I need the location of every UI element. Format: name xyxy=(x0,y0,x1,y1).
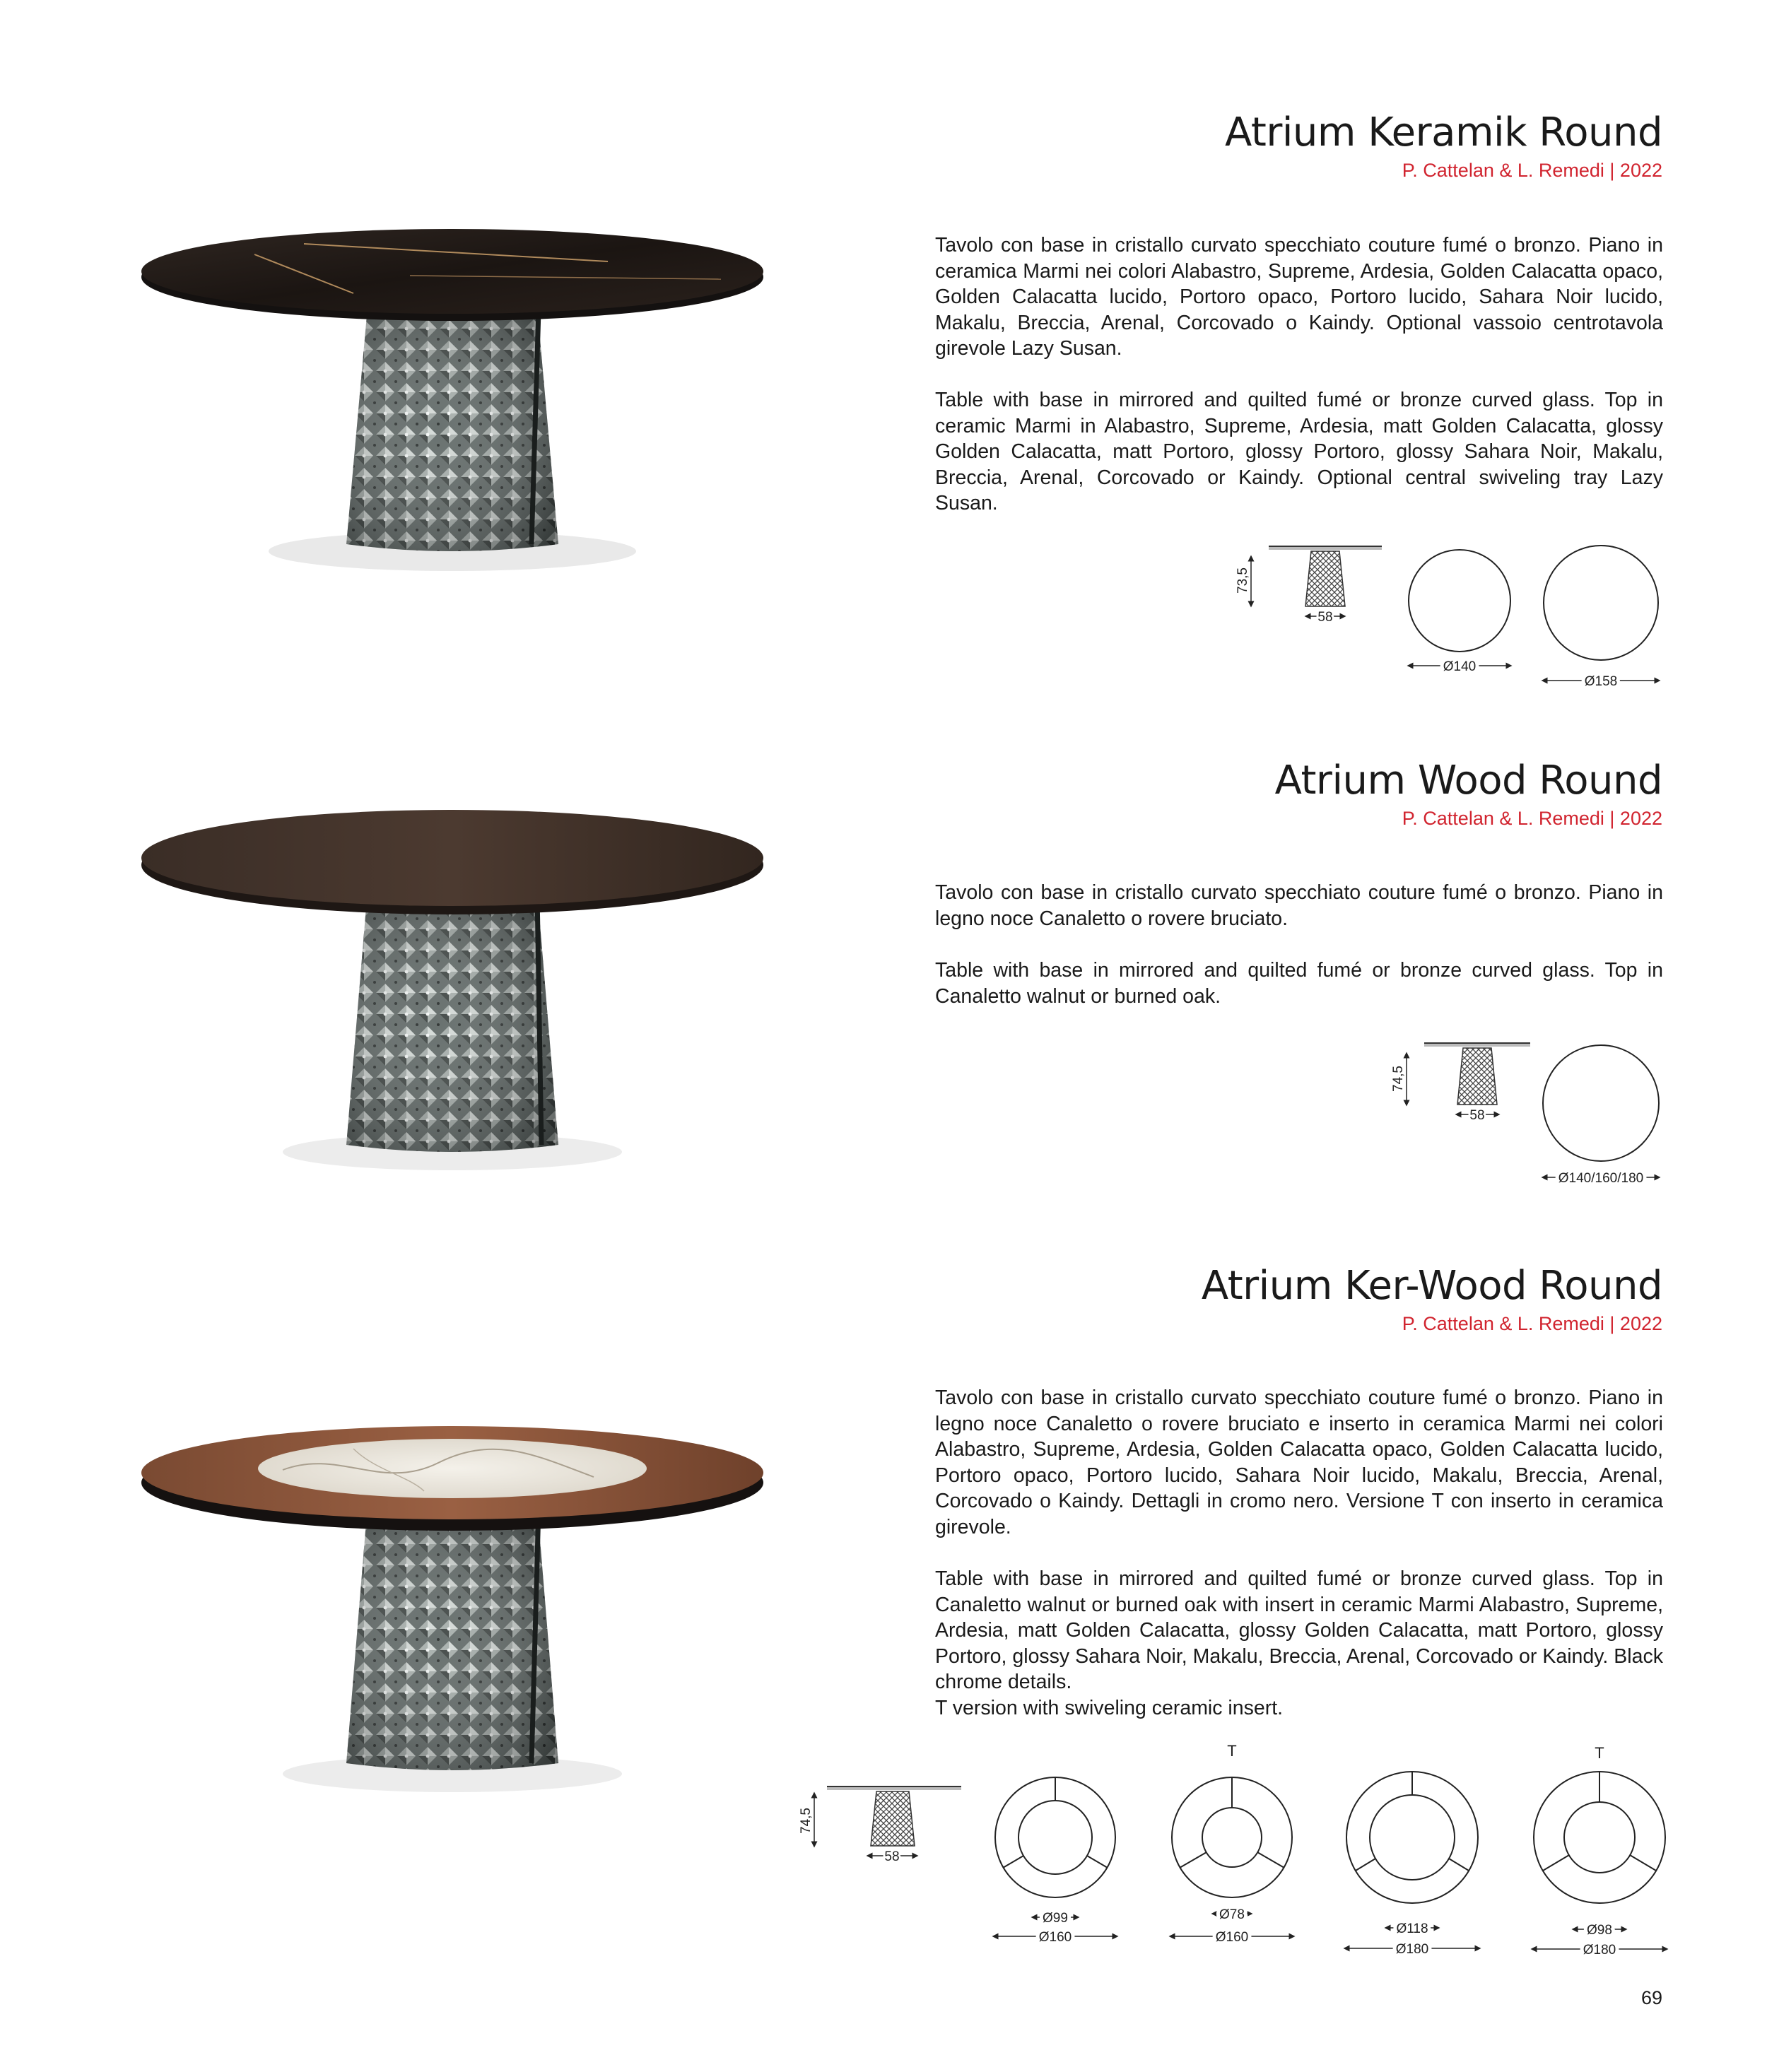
product-designer: P. Cattelan & L. Remedi | 2022 xyxy=(1402,160,1662,181)
base-label: 58 xyxy=(884,1849,900,1864)
inner-diameter-label: Ø99 xyxy=(1043,1911,1068,1926)
base-label: 58 xyxy=(1469,1108,1485,1123)
description-italian-tail: con inserto in ceramica girevole. xyxy=(935,1490,1663,1538)
outer-diameter-label: Ø180 xyxy=(1395,1942,1429,1957)
height-label: 74,5 xyxy=(1391,1066,1406,1092)
product-designer: P. Cattelan & L. Remedi | 2022 xyxy=(1402,808,1662,829)
diameter-label: Ø158 xyxy=(1584,674,1618,689)
height-label: 73,5 xyxy=(1235,567,1250,594)
side-view xyxy=(799,1786,961,1864)
base-label: 58 xyxy=(1317,610,1333,625)
product-designer: P. Cattelan & L. Remedi | 2022 xyxy=(1402,1313,1662,1334)
product-title: Atrium Keramik Round xyxy=(1225,110,1662,155)
inner-diameter-label: Ø98 xyxy=(1587,1923,1612,1938)
t-version-marker: T xyxy=(1227,1742,1237,1760)
t-version-label: T version xyxy=(935,1696,1018,1719)
product-photo-ker-wood xyxy=(141,1406,763,1802)
product-title: Atrium Wood Round xyxy=(1274,758,1662,804)
product-title: Atrium Ker-Wood Round xyxy=(1201,1263,1662,1309)
description-english-tail: with swiveling ceramic insert. xyxy=(1017,1696,1284,1719)
t-version-marker: T xyxy=(1595,1744,1604,1762)
description-english: Table with base in mirrored and quilted fumé or bronze curved glass. Top in ceramic Marmi in Alabastro, Supreme, Ardesia, matt Golden Calacatta, glossy Golden Calacatta, matt Portoro, glossy Portoro, glossy Sahara Noir, Makalu, Breccia, Arenal, Corcovado or Kaindy. Optional central swiveling tray Lazy Susan. xyxy=(935,389,1663,514)
description-english: Table with base in mirrored and quilted fumé or bronze curved glass. Top in Canaletto walnut or burned oak. xyxy=(935,959,1663,1008)
diameter-label: Ø140 xyxy=(1443,659,1477,674)
height-label: 74,5 xyxy=(799,1808,814,1834)
outer-diameter-label: Ø160 xyxy=(1215,1930,1249,1945)
inner-diameter-label: Ø118 xyxy=(1396,1921,1428,1936)
inner-diameter-label: Ø78 xyxy=(1219,1907,1245,1922)
description-italian: Tavolo con base in cristallo curvato specchiato couture fumé o bronzo. Piano in ceramica Marmi nei colori Alabastro, Supreme, Ardesia, Golden Calacatta opaco, Golden Calacatta lucido, Portoro opaco, Portoro lucido, Sahara Noir lucido, Makalu, Breccia, Arenal, Corcovado o Kaindy. Optional vassoio centrotavola girevole Lazy Susan. xyxy=(935,234,1663,360)
outer-diameter-label: Ø180 xyxy=(1583,1943,1616,1958)
description-italian xyxy=(935,1385,1663,1540)
diameter-label: Ø140/160/180 xyxy=(1558,1171,1644,1186)
top-view-t-78-160 xyxy=(1172,1742,1292,1945)
description-english-main: Table with base in mirrored and quilted fumé or bronze curved glass. Top in Canaletto walnut or burned oak with insert in ceramic Marmi Alabastro, Supreme, Ardesia, matt Golden Calacatta, glossy Golden Calacatta, matt Portoro, glossy Portoro, glossy Sahara Noir, Makalu, Breccia, Arenal, Corcovado or Kaindy. Black chrome details. xyxy=(935,1567,1663,1693)
dimension-diagram-ker-wood xyxy=(799,1738,1682,1972)
top-view-99-160 xyxy=(995,1777,1115,1945)
description-italian-main: Tavolo con base in cristallo curvato specchiato couture fumé o bronzo. Piano in legno noce Canaletto o rovere bruciato e inserto in ceramica Marmi nei colori Alabastro, Supreme, Ardesia, Golden Calacatta opaco, Golden Calacatta lucido, Portoro opaco, Portoro lucido, Sahara Noir lucido, Makalu, Breccia, Arenal, Corcovado o Kaindy. Dettagli in cromo nero. xyxy=(935,1387,1663,1512)
description-italian: Tavolo con base in cristallo curvato specchiato couture fumé o bronzo. Piano in legno noce Canaletto o rovere bruciato. xyxy=(935,881,1663,930)
version-t-label: Versione T xyxy=(1346,1490,1444,1512)
outer-diameter-label: Ø160 xyxy=(1038,1930,1072,1945)
description-english xyxy=(935,1566,1663,1721)
top-view-t-98-180 xyxy=(1534,1744,1665,1958)
page-number: 69 xyxy=(1640,1987,1662,2008)
top-view-118-180 xyxy=(1346,1772,1478,1957)
